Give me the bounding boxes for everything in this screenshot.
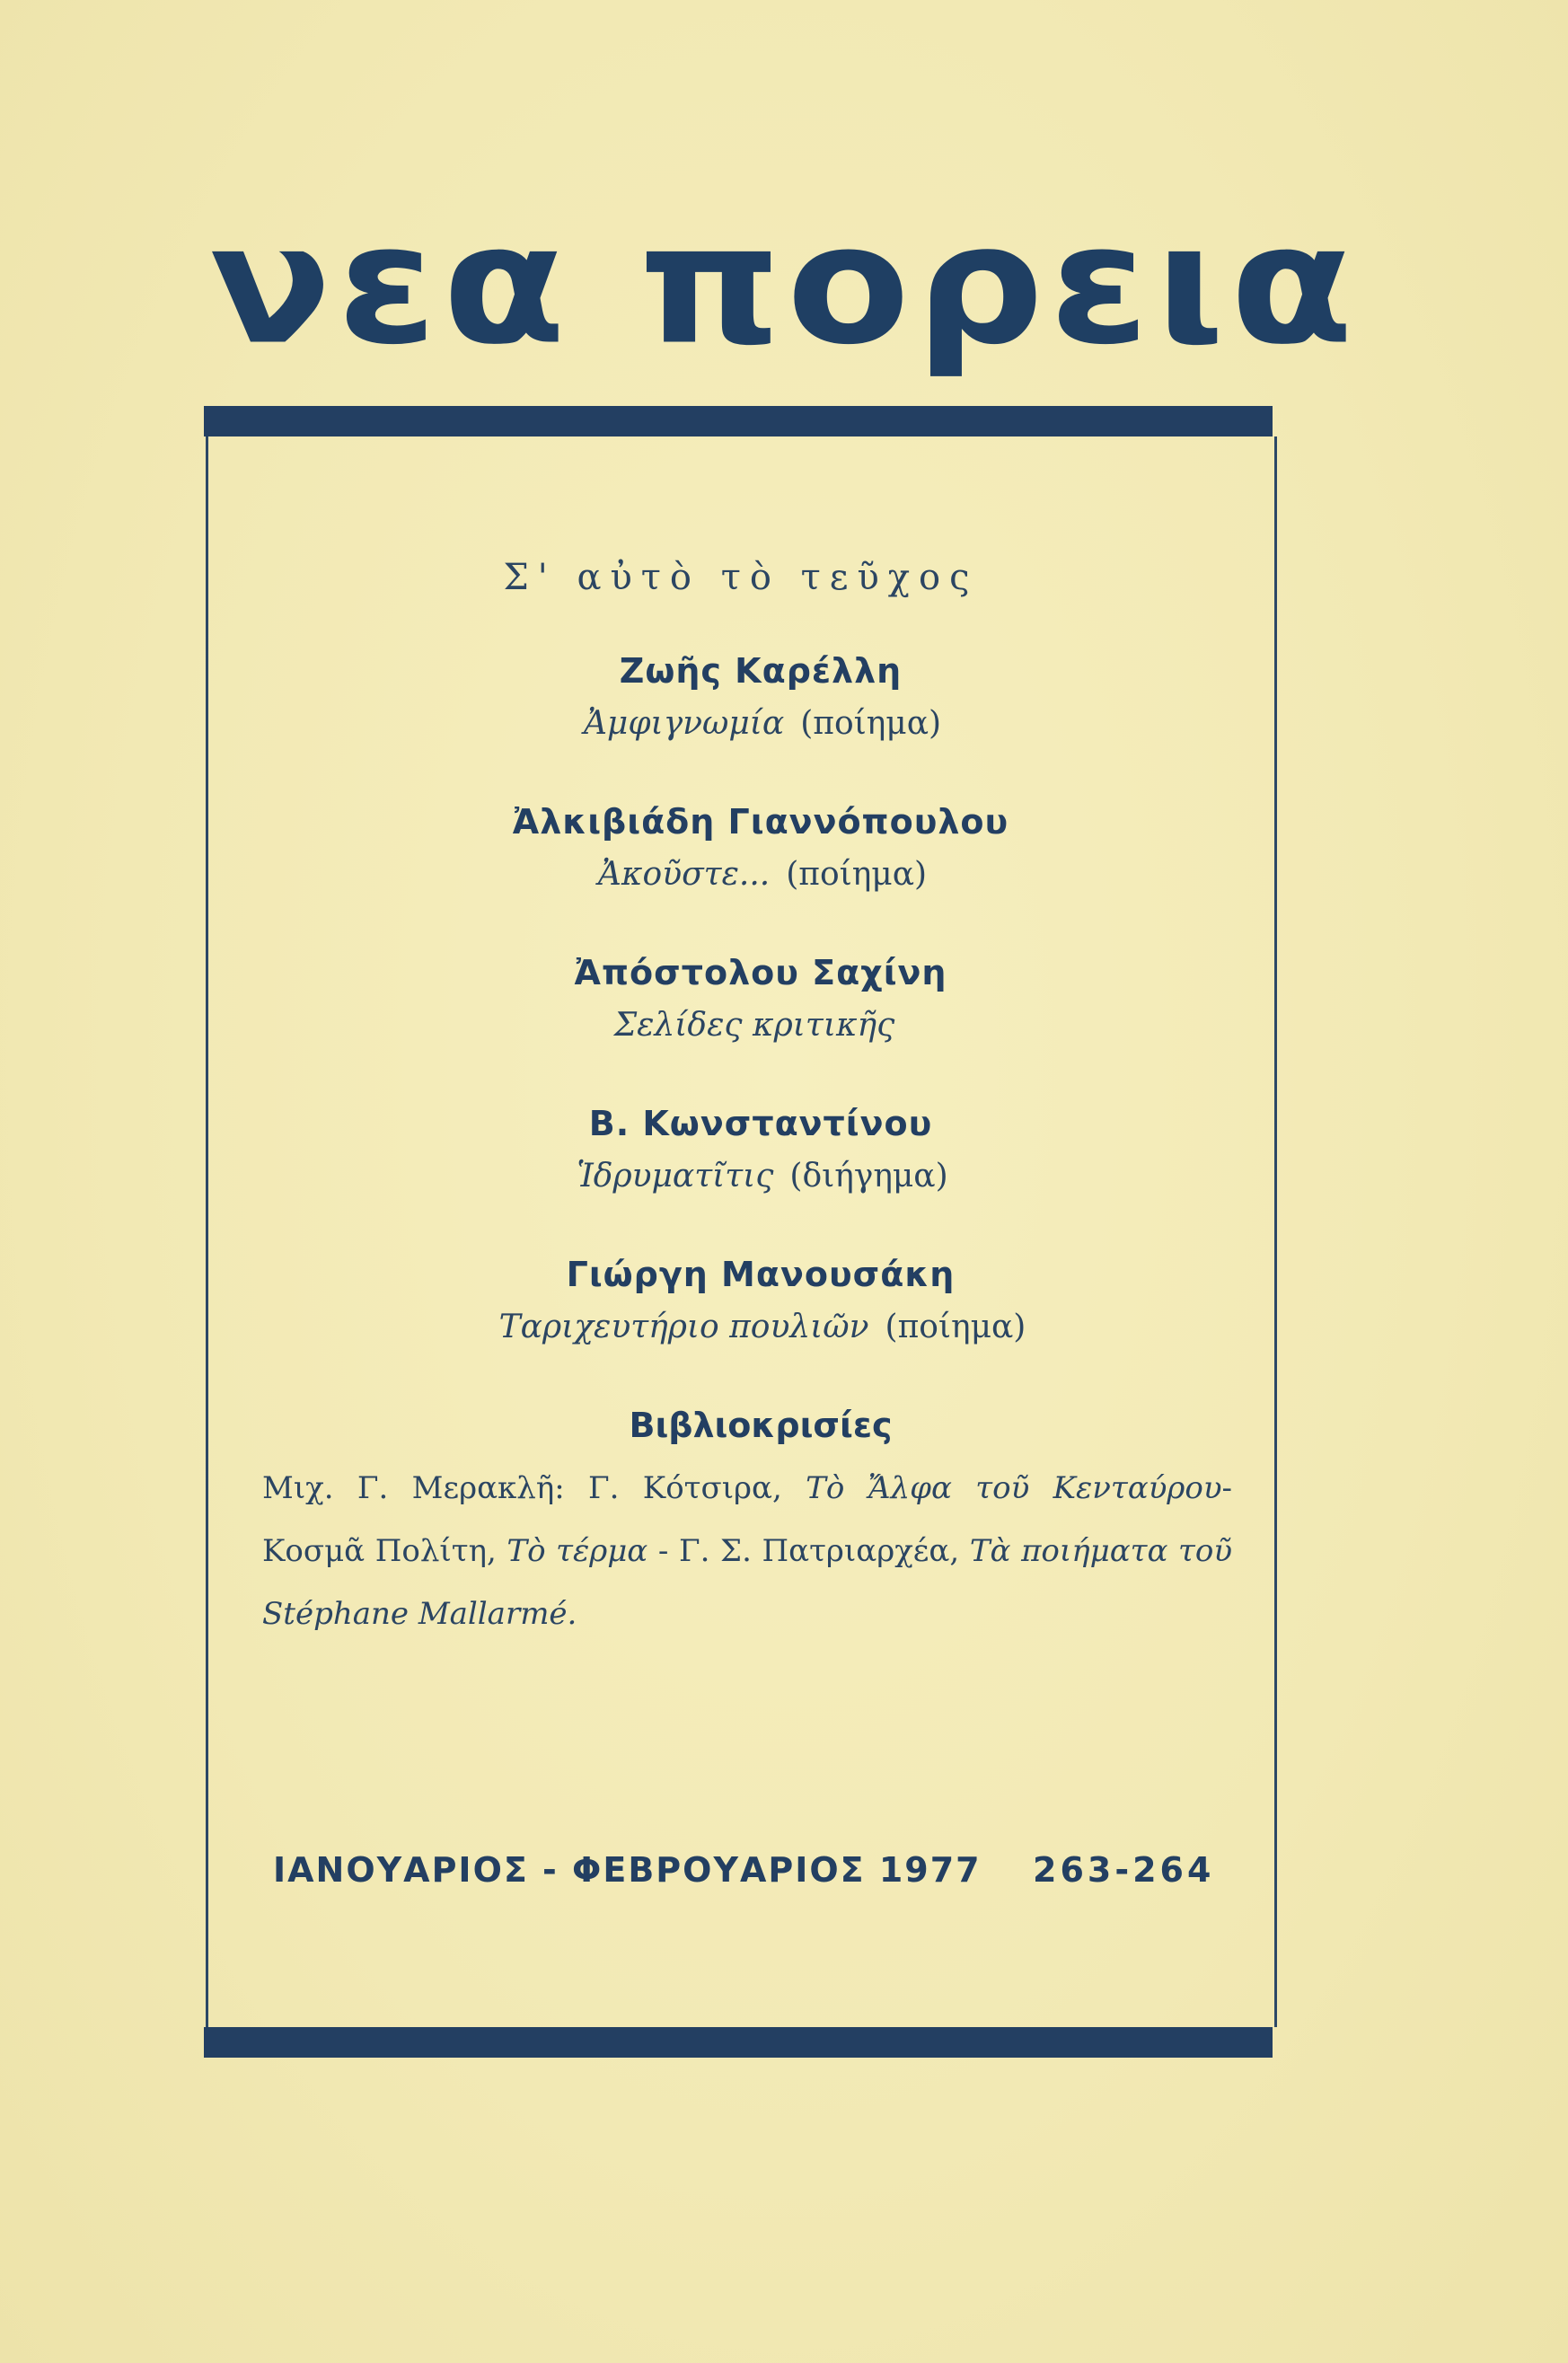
review-part: - Γ. Σ. Πατριαρχέα, (647, 1533, 970, 1569)
entry-work (230, 1150, 1295, 1204)
reviews-heading: Βιβλιοκρισίες (629, 1406, 893, 1445)
contents-entry (208, 648, 1273, 751)
issue-footer (208, 1843, 1273, 1897)
work-title: Ἀκοῦστε... (597, 856, 771, 893)
work-title: Ἱδρυματῖτις (577, 1158, 774, 1195)
issue-date: ΙΑΝΟΥΑΡΙΟΣ - ΦΕΒΡΟΥΑΡΙΟΣ 1977 (273, 1850, 982, 1890)
contents-entry (208, 799, 1273, 902)
entry-author: Β. Κωνσταντίνου (588, 1104, 933, 1143)
entry-work (230, 848, 1295, 902)
reviews-text (262, 1457, 1232, 1645)
table-of-contents (208, 557, 1273, 1645)
work-note: (ποίημα) (800, 705, 942, 742)
review-part: Μιχ. Γ. Μερακλῆ: Γ. Κότσιρα, (262, 1470, 806, 1506)
contents-entry (208, 1252, 1273, 1354)
review-book-title: Τὸ τέρμα (507, 1533, 648, 1569)
entry-author: Ἀπόστολου Σαχίνη (574, 953, 947, 992)
contents-entry (208, 1101, 1273, 1204)
entry-author: Ἀλκιβιάδη Γιαννόπουλου (512, 802, 1009, 842)
review-book-title: Τὸ Ἄλφα τοῦ Κενταύρου (806, 1470, 1222, 1506)
work-title: Ταριχευτήριο πουλιῶν (498, 1309, 869, 1345)
issue-numbers: 263-264 (1033, 1850, 1215, 1890)
review-book-title: Τὰ ποιήματα τοῦ Stéphane Mallarmé. (262, 1533, 1232, 1632)
entry-work (230, 1301, 1295, 1354)
bottom-rule (204, 2027, 1273, 2058)
top-rule (204, 406, 1273, 436)
contents-entry (208, 950, 1273, 1053)
work-note: (ποίημα) (786, 856, 928, 893)
review-part: - Κοσμᾶ Πολίτη, (262, 1470, 1232, 1569)
entry-work (230, 697, 1295, 751)
entry-author: Ζωῆς Καρέλλη (619, 651, 903, 691)
work-note: (ποίημα) (885, 1309, 1026, 1345)
work-title: Ἀμφιγνωμία (583, 705, 785, 742)
entry-author: Γιώργη Μανουσάκη (566, 1255, 956, 1294)
masthead-title: νεα πορεια (208, 189, 1360, 382)
work-title: Σελίδες κριτικῆς (613, 1007, 895, 1044)
work-note: (διήγημα) (789, 1158, 948, 1195)
entry-work (230, 999, 1295, 1053)
contents-heading: Σ' αὐτὸ τὸ τεῦχος (503, 557, 979, 598)
